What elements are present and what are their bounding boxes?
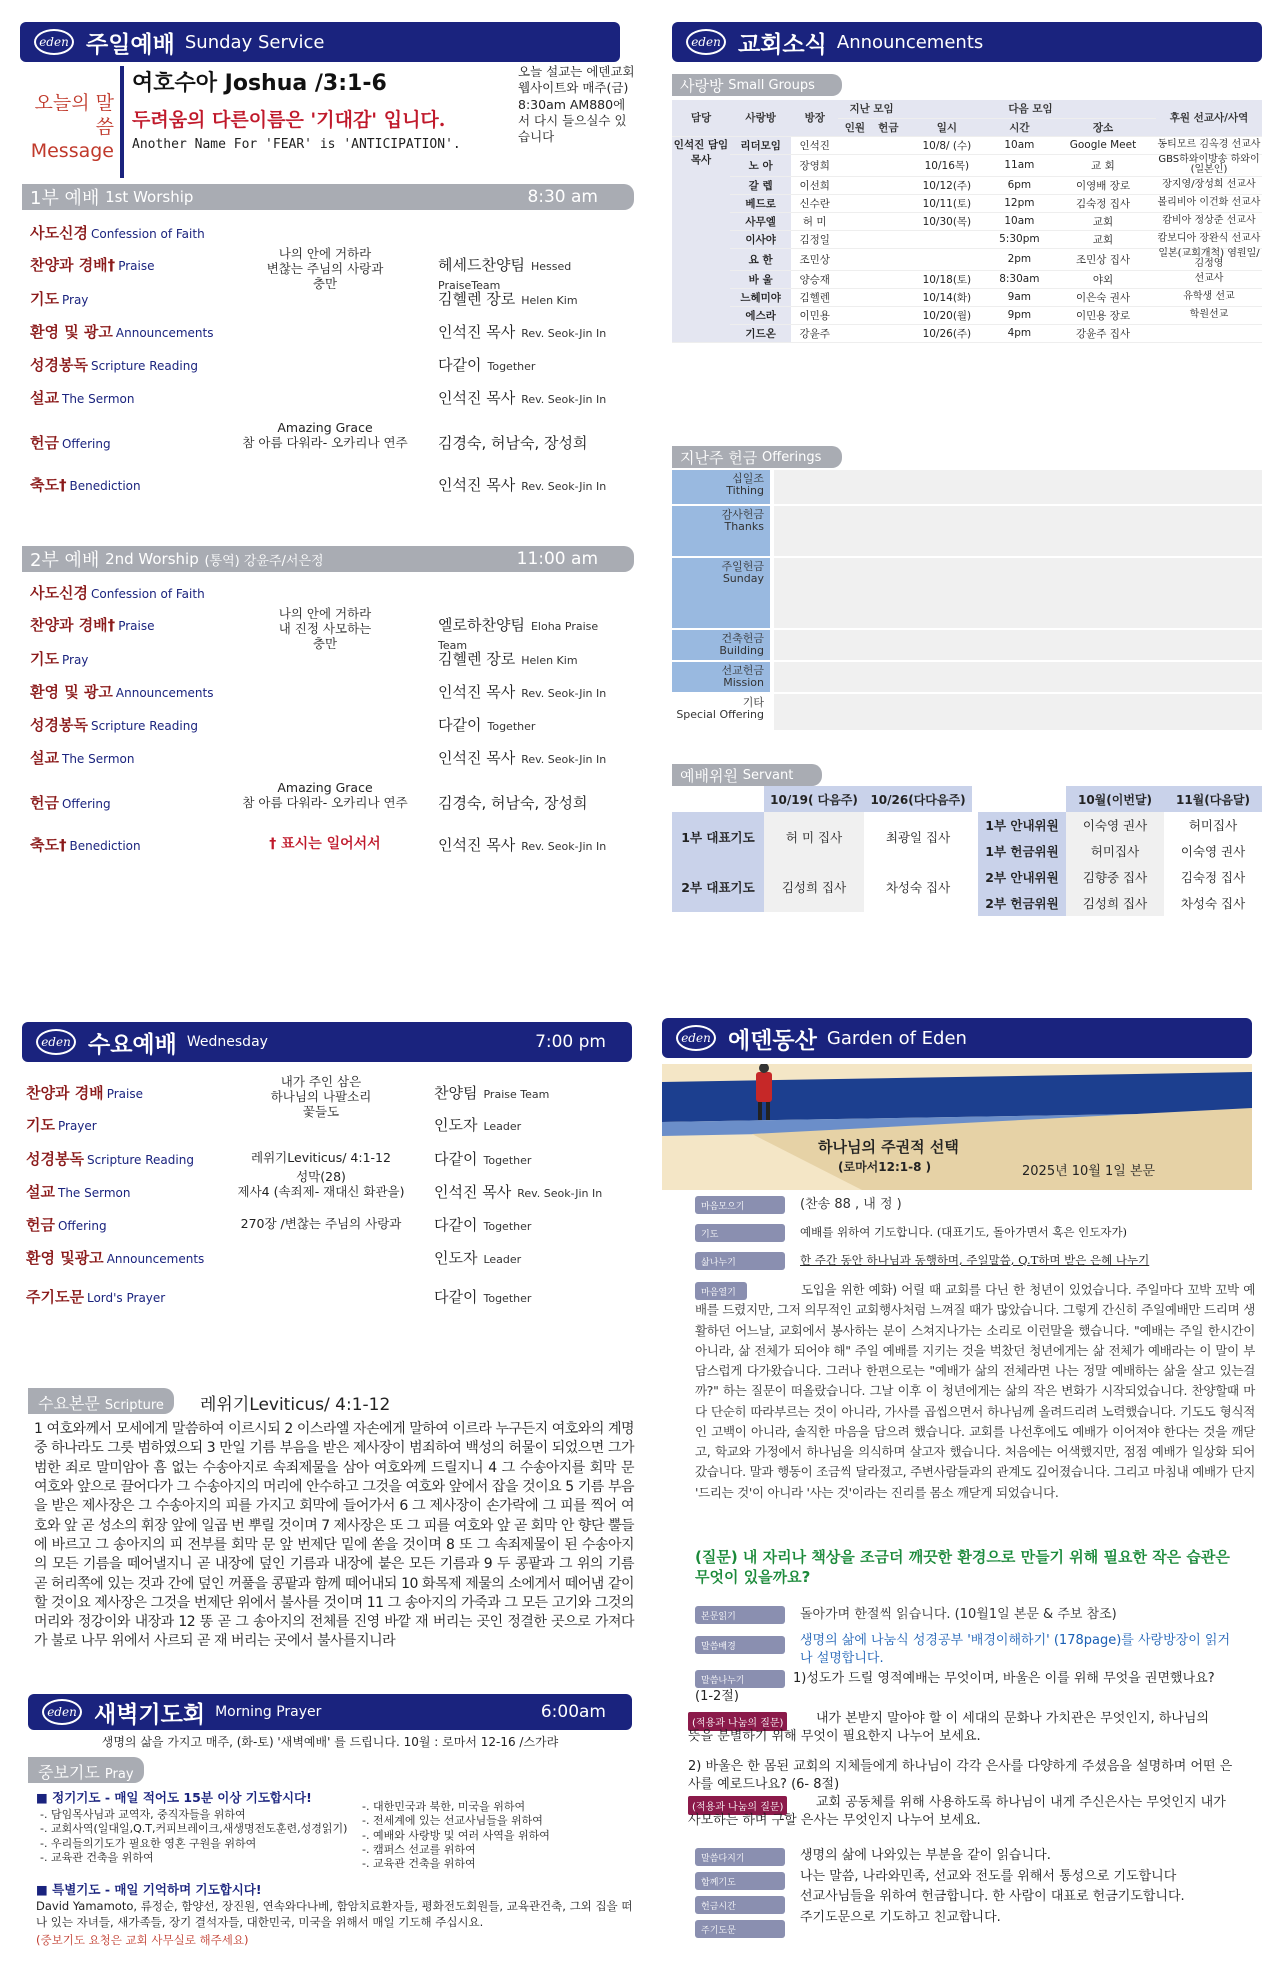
servant-bar: 예배위원 Servant (672, 764, 822, 786)
scripture-ref: 여호수아 Joshua /3:1-6 (132, 71, 387, 96)
order-row (30, 644, 630, 674)
order-row (30, 710, 630, 740)
order-detail: 나의 안에 거하라 변찮는 주님의 사랑과 충만 (266, 246, 384, 291)
wed-scripture-ref: 레위기Leviticus/ 4:1-12 (200, 1395, 391, 1415)
eden-logo: eden (686, 29, 726, 55)
smallgroup-row: 갈 렙 이선희 10/12(주) 6pm 이영배 장로 장지영/장성희 선교사 (672, 176, 1262, 194)
offering-amount (774, 630, 1262, 660)
order-label: 기도 Prayer (26, 1116, 97, 1134)
smallgroup-row: 바 울 양승재 10/18(토) 8:30am 야외 선교사 (672, 270, 1262, 288)
order-label: 헌금 Offering (30, 434, 111, 452)
closing-step: 생명의 삶에 나와있는 부분을 같이 읽습니다. (800, 1848, 1051, 1863)
special-prayer-note: (중보기도 요청은 교회 사무실로 해주세요) (36, 1933, 249, 1947)
order-label: 축도† Benediction (30, 476, 141, 494)
dawn-time: 6:00am (540, 1702, 606, 1722)
order-leader: 헤세드찬양팀 Hessed PraiseTeam (438, 256, 572, 292)
order-row (26, 1110, 626, 1140)
step-open-heart: 마음열기 (695, 1282, 747, 1300)
apply-tag-2: (적용과 나눔의 질문) (688, 1796, 787, 1815)
order-label: 환영 및광고 Announcements (26, 1249, 205, 1267)
smallgroup-row: 요 한 조민상 2pm 조민상 집사 일본(교회개척) 염원일/김정영 (672, 248, 1262, 270)
order-label: 찬양과 경배† Praise (30, 616, 155, 634)
prayer-item: -. 대한민국과 북한, 미국을 위하여 (362, 1800, 526, 1813)
closing-step: 선교사님들을 위하여 헌금합니다. 한 사람이 대표로 헌금기도합니다. (800, 1889, 1185, 1905)
order-leader: 인석진 목사 Rev. Seok-Jin In (434, 1183, 603, 1201)
order-row (30, 780, 630, 818)
step-discuss: 말씀나누기 (695, 1670, 785, 1688)
order-leader: 인도자 Leader (434, 1249, 522, 1267)
order-label: 기도 Pray (30, 290, 89, 308)
order-row (30, 284, 630, 314)
order-row (26, 1243, 626, 1273)
offering-row (672, 662, 1262, 694)
question-2: 2) 바울은 한 몸된 교회의 지체들에게 하나님이 각각 은사를 다양하게 주셨음을 설명하며 어떤 은사를 예로드나요? (6- 8절) (688, 1759, 1233, 1793)
order-row (30, 317, 630, 347)
order-row (30, 383, 630, 413)
regular-prayer-title: ■ 정기기도 - 매일 적어도 15분 이상 기도합시다! (36, 1790, 312, 1805)
garden-title-en: Garden of Eden (826, 1027, 967, 1049)
prayer-item: -. 우리들의기도가 필요한 영혼 구원을 위하여 (40, 1836, 257, 1850)
banner-date: 2025년 10월 1일 본문 (1022, 1164, 1156, 1179)
banner-title: 하나님의 주권적 선택 (818, 1138, 959, 1156)
order-row (30, 218, 630, 248)
order-leader: 인석진 목사 Rev. Seok-Jin In (438, 683, 607, 701)
order-leader: 다같이 Together (438, 356, 536, 374)
closing-step: 주기도문으로 기도하고 친교합니다. (800, 1909, 1001, 1925)
offering-amount (774, 558, 1262, 628)
offering-row (672, 694, 1262, 732)
hymn: (찬송 88 , 내 정 ) (800, 1197, 902, 1212)
background-note: 생명의 삶에 나눔식 성경공부 '배경이해하기' (178page)를 사랑방장이 읽거나 설명합니다. (800, 1633, 1231, 1667)
offering-label: 건축헌금 Building (672, 630, 770, 660)
regular-prayer-left (40, 1808, 360, 1865)
closing-steps (800, 1846, 1185, 1928)
regular-prayer-right (362, 1800, 632, 1871)
offerings-bar: 지난주 헌금 Offerings (672, 446, 842, 468)
order-label: 환영 및 광고 Announcements (30, 683, 214, 701)
offering-amount (774, 470, 1262, 504)
prayer-item: -. 교육관 건축을 위하여 (362, 1857, 476, 1871)
order-detail: Amazing Grace 참 아름 다워라- 오카리나 연주 (242, 420, 408, 450)
order-label: 환영 및 광고 Announcements (30, 323, 214, 341)
order-label: 헌금 Offering (30, 794, 111, 812)
order-row (30, 350, 630, 380)
wed-scripture-text: 1 여호와께서 모세에게 말씀하여 이르시되 2 이스라엘 자손에게 말하여 이르라 누구든지 여호와의 계명 중 하나라도 그릇 범하였으되 3 만일 기름 부음을 받은 제사장이 범죄하여 백성의 허물이 되었으면 그가 범한 죄로 말미암아 흠 없는 수송아지로 속죄제물을 삼아 여호와께 드릴지니 4 그 수송아지를 회막 문 여호와 앞으로 끌어다가 그 수송아지의 머리에 안수하고 그것을 여호와 앞에서 잡을 것이요 5 기름 부음을 받은 제사장은 그 수송아지의 피를 가지고 회막에 들어가서 6 그 제사장이 손가락에 그 피를 찍어 여호와 앞 곧 성소의 휘장 앞에 일곱 번 뿌릴 것이며 7 제사장은 또 그 피를 여호와 앞 곧 회막 안 향단 뿔들에 바르고 그 송아지의 피 전부를 회막 문 앞 번제단 밑에 쏟을 것이며 8 또 그 속죄제물이 된 수송아지의 모든 기름을 떼어낼지니 곧 내장에 덮인 기름과 내장에 붙은 모든 기름과 9 두 콩팥과 그 위의 기름 곧 허리쪽에 있는 것과 간에 덮인 꺼풀을 콩팥과 함께 떼어내되 10 화목제 제물의 소에게서 떼어냄 같이 할 것이요 제사장은 그것을 번제단 위에서 불사를 것이며 11 그 송아지의 가죽과 그 모든 고기와 그것의 머리와 정강이와 내장과 12 똥 곧 그 송아지의 전체를 진영 바깥 재 버리는 곳인 정결한 곳으로 가져다가 불로 나무 위에서 사르되 곧 재 버리는 곳에서 불사를지니라 (34, 1421, 634, 1650)
order-leader: 다같이 Together (434, 1150, 532, 1168)
intro-story: 도입을 위한 예화) 어릴 때 교회를 다닌 한 청년이 있었습니다. 주일마다 꼬박 꼬박 예배를 드렸지만, 그저 의무적인 교회행사처럼 느껴질 때가 많았습니다. 그렇게 간신히 주일예배만 드리며 생활하던 어느날, 교회에서 봉사하는 분이 스쳐지나가는 소리로 이런말을 했습니다. "예배는 주일 한시간이 아니라, 삶 전체가 되어야 해" 주일 예배를 지키는 것을 벅찼던 청년에게는 삶 전체가 예배라는 이 말이 부담스럽게 다가왔습니다. 그러나 한편으로는 "예배가 삶의 전체라면 나는 정말 예배하는 삶을 살고 있는걸까?" 하는 질문이 떠올랐습니다. 그날 이후 이 청년에게는 삶의 작은 변화가 시작되었습니다. 찬양할때 마다 단순히 따라부르는 것이 아니라, 가사를 곱씹으면서 하나님께 올려드리려 노력했습니다. 기도도 형식적인 고백이 아니라, 솔직한 마음을 담으려 했습니다. 교회를 나선후에도 예배가 이어져야 한다는 것을 깨닫고, 학교와 가정에서 하나님을 의식하며 살고자 했습니다. 처음에는 어색했지만, 점점 예배가 일상화 되어 갔습니다. 말과 행동이 조금씩 달라졌고, 주변사람들과의 관계도 깊어졌습니다. 그리고 마침내 예배가 단지 '드리는 것'이 아니라 '사는 것'이라는 진리를 몸소 깨닫게 되었습니다. (695, 1282, 1255, 1500)
prayer-item: -. 교회사역(일대일,Q.T,커피브레이크,새생명전도훈련,성경읽기) (40, 1822, 348, 1836)
order-label: 설교 The Sermon (30, 389, 135, 407)
sunday-header (20, 22, 620, 62)
step-read: 본문읽기 (695, 1606, 785, 1624)
order-leader: 김경숙, 허남숙, 장성희 (438, 434, 588, 452)
step-background: 말씀배경 (695, 1636, 785, 1654)
order-leader: 엘로하찬양팀 Eloha Praise Team (438, 616, 599, 652)
step-pray-together: 함께기도 (695, 1872, 785, 1890)
read-note: 돌아가며 한절씩 읽습니다. (10월1일 본문 & 주보 참조) (800, 1607, 1117, 1622)
apply-tag-1: (적용과 나눔의 질문) (688, 1712, 787, 1731)
smallgroup-row: 에스라 이민용 10/20(월) 9pm 이민용 장로 학원선교 (672, 306, 1262, 324)
prayer-item: -. 담임목사님과 교역자, 중직자들을 위하여 (40, 1808, 246, 1821)
servant-row: 1부 헌금위원 허미집사 이숙영 권사 (978, 838, 1262, 864)
announce-title-en: Announcements (836, 31, 984, 53)
prayer-note: 예배를 위하여 기도합니다. (대표기도, 돌아가면서 혹은 인도자가) (800, 1225, 1128, 1239)
message-label: 오늘의 말씀 Message (30, 92, 114, 162)
order-leader: 인석진 목사 Rev. Seok-Jin In (438, 749, 607, 767)
prayer-item: -. 캠퍼스 선교를 위하여 (362, 1842, 476, 1856)
replay-note: 오늘 설교는 에덴교회 웹사이트와 매주(금) 8:30am AM880에서 다시 들으실수 있습니다 (518, 64, 635, 144)
order-row (26, 1169, 626, 1207)
message-box (120, 66, 512, 178)
order-leader: 인석진 목사 Rev. Seok-Jin In (438, 476, 607, 494)
smallgroup-row: 기드온 강윤주 10/26(주) 4pm 강윤주 집사 (672, 324, 1262, 342)
wed-title: 수요예배 (88, 1031, 177, 1058)
smallgroup-row: 이사야 김정일 5:30pm 교회 캄보디아 장완식 선교사 (672, 230, 1262, 248)
order-row (26, 1282, 626, 1312)
order-leader: 김헬렌 장로 Helen Kim (438, 290, 578, 308)
order-row (30, 578, 630, 608)
question-1: 1)성도가 드릴 영적예배는 무엇이며, 바울은 이를 위해 무엇을 권면했나요? (1-2절) (695, 1671, 1215, 1705)
order-label: 성경봉독 Scripture Reading (26, 1150, 194, 1168)
offering-amount (774, 694, 1262, 730)
order-row (30, 470, 630, 500)
order-leader: 다같이 Together (434, 1288, 532, 1306)
announce-header (672, 22, 1262, 62)
order-detail: 내가 주인 삼은 하나님의 나팔소리 꽃들도 (270, 1074, 372, 1119)
wed-header (22, 1022, 632, 1062)
wed-time: 7:00 pm (535, 1032, 606, 1052)
person-figure (756, 1072, 772, 1102)
order-leader: 김헬렌 장로 Helen Kim (438, 650, 578, 668)
icebreaker-question: (질문) 내 자리나 책상을 조금더 깨끗한 환경으로 만들기 위해 필요한 작은 습관은 무엇이 있을까요? (695, 1548, 1230, 1586)
closing-step: 나는 말씀, 나라와민족, 선교와 전도를 위해서 통성으로 기도합니다 (800, 1868, 1177, 1884)
dawn-header (28, 1694, 632, 1730)
order-detail: Amazing Grace 참 아름 다워라- 오카리나 연주 (242, 780, 408, 810)
smallgroup-row: 베드로 신수란 10/11(토) 12pm 김숙정 집사 볼리비아 이건화 선교사 (672, 194, 1262, 212)
offering-label: 감사헌금 Thanks (672, 506, 770, 556)
eden-logo: eden (42, 1699, 82, 1725)
order-leader: 인석진 목사 Rev. Seok-Jin In (438, 836, 607, 854)
smallgroup-row: 인석진 담임목사 리더모임 인석진 10/8/ (수) 10am Google Meet 동티모르 김옥경 선교사 (672, 136, 1262, 154)
offering-row (672, 630, 1262, 662)
beach-illustration (662, 1064, 1252, 1190)
eden-logo: eden (36, 1029, 76, 1055)
order-row (30, 677, 630, 707)
order-row (30, 420, 630, 458)
sermon-title: 두려움의 다른이름은 '기대감' 입니다. (132, 109, 446, 131)
order-row (30, 246, 630, 292)
dawn-title: 새벽기도회 (94, 1701, 206, 1728)
prayer-item: -. 교육관 건축을 위하여 (40, 1850, 154, 1864)
offering-row (672, 558, 1262, 630)
order-detail: † 표시는 일어서서 (269, 836, 381, 852)
order-detail: 270장 /변찮는 주님의 사랑과 (240, 1216, 402, 1231)
offering-label: 주일헌금 Sunday (672, 558, 770, 628)
offering-label: 십일조 Tithing (672, 470, 770, 504)
offering-amount (774, 662, 1262, 692)
worship2-bar: 2부 예배 2nd Worship (통역) 강윤주/서은정 11:00 am (22, 546, 634, 572)
order-label: 성경봉독 Scripture Reading (30, 716, 198, 734)
order-leader: 다같이 Together (438, 716, 536, 734)
order-label: 헌금 Offering (26, 1216, 107, 1234)
order-leader: 다같이 Together (434, 1216, 532, 1234)
order-label: 성경봉독 Scripture Reading (30, 356, 198, 374)
order-leader: 인도자 Leader (434, 1116, 522, 1134)
garden-title: 에덴동산 (728, 1027, 817, 1054)
sunday-title-en: Sunday Service (184, 31, 325, 53)
wed-title-en: Wednesday (186, 1034, 268, 1050)
step-lords-prayer: 주기도문 (695, 1920, 785, 1938)
intercession-label: 중보기도 Pray (28, 1757, 144, 1783)
smallgroup-row: 사무엘 허 미 10/30(목) 10am 교회 캄비아 정상준 선교사 (672, 212, 1262, 230)
special-prayer-text: David Yamamoto, 류정순, 함양선, 장진원, 연속와다나베, 함암치료환자들, 평화전도회원들, 교육관건축, 그외 집을 떠나 있는 자녀들, 새가족들, 장기 결석자들, 대한민국, 미국을 위해서 매일 기도해 주십시요. (36, 1899, 633, 1930)
offering-amount (774, 506, 1262, 556)
servant-table-left: 10/19( 다음주) 10/26(다다음주) 1부 대표기도 허 미 집사 최광일 집사 2부 대표기도 김성희 집사 차성숙 집사 (672, 786, 972, 912)
smallgroups-table: 담당 사랑방 방장 지난 모임 다음 모임 후원 선교사/사역 인원 헌금 일시 시간 장소 인석진 담임목사 리더모임 인석진 10/8/ (수) 10am Google Meet 동티모르 김옥경 선교사 노 아 장영희 10/16목) 11am 교 회 GBS하와이방송 하와이(일본인) 갈 렙 이선희 10/12(주) 6pm 이영배 장로 장지영/장성희 선교사 베드로 신수란 10/11(토) 12pm 김숙정 집사 볼리비아 이건화 선교사 사무엘 허 미 10/30(목) 10am 교회 캄비아 정상준 선교사 이사야 김정일 5:30pm 교회 캄보디아 장완식 선교사 요 한 조민상 2pm 조민상 집사 일본(교회개척) 염원일/김정영 바 울 양승재 10/18(토) 8:30am 야외 선교사 느헤미야 김헬렌 10/14(화) 9am 이은숙 권사 유학생 선교 에스라 이민용 10/20(월) 9pm 이민용 장로 학원선교 기드온 강윤주 10/26(주) 4pm 강윤주 집사 (672, 100, 1262, 343)
order-detail: 성막(28) 제사4 (속죄제- 재대신 화관을) (237, 1169, 405, 1199)
dawn-desc: 생명의 삶을 가지고 매주, (화-토) '새벽예배' 를 드립니다. 10월 : 로마서 12-16 /스가랴 (101, 1735, 559, 1749)
order-leader: 김경숙, 허남숙, 장성희 (438, 794, 588, 812)
order-row (30, 606, 630, 652)
eden-logo: eden (34, 29, 74, 55)
order-label: 사도신경 Confession of Faith (30, 584, 205, 602)
smallgroup-row: 노 아 장영희 10/16목) 11am 교 회 GBS하와이방송 하와이(일본인) (672, 154, 1262, 176)
order-row (26, 1074, 626, 1119)
order-leader: 인석진 목사 Rev. Seok-Jin In (438, 389, 607, 407)
garden-banner (662, 1064, 1252, 1190)
prayer-item: -. 전세계에 있는 선교사님들을 위하여 (362, 1814, 543, 1828)
wed-scripture-label: 수요본문 Scripture (28, 1388, 174, 1414)
order-detail: 나의 안에 거하라 내 진정 사모하는 충만 (278, 606, 372, 651)
order-row (26, 1210, 626, 1240)
smallgroup-row: 느헤미야 김헬렌 10/14(화) 9am 이은숙 권사 유학생 선교 (672, 288, 1262, 306)
garden-header (662, 1018, 1252, 1058)
order-row (30, 743, 630, 773)
apply-2: 교회 공동체를 위해 사용하도록 하나님이 내게 주신은사는 무엇인지 내가 사모하는 하며 구할 은사는 무엇인지 나누어 보세요. (688, 1795, 1226, 1829)
servant-row: 2부 헌금위원 김성희 집사 차성숙 집사 (978, 890, 1262, 916)
order-label: 찬양과 경배† Praise (30, 256, 155, 274)
step-gather: 마음모으기 (695, 1196, 785, 1214)
offering-row (672, 506, 1262, 558)
order-label: 축도† Benediction (30, 836, 141, 854)
step-share: 삶나누기 (695, 1252, 785, 1270)
offering-label: 선교헌금 Mission (672, 662, 770, 692)
step-prayer: 기도 (695, 1224, 785, 1242)
apply-1: 내가 본받지 말아야 할 이 세대의 문화나 가치관은 무엇인지, 하나님의 뜻을 분별하기 위해 무엇이 필요한지 나누어 보세요. (688, 1711, 1209, 1745)
eden-logo: eden (676, 1025, 716, 1051)
dawn-title-en: Morning Prayer (215, 1704, 322, 1720)
step-reinforce: 말씀다지기 (695, 1848, 785, 1866)
order-leader: 인석진 목사 Rev. Seok-Jin In (438, 323, 607, 341)
order-label: 기도 Pray (30, 650, 89, 668)
banner-ref: (로마서12:1-8 ) (838, 1160, 932, 1174)
sunday-title: 주일예배 (86, 31, 175, 58)
servant-row: 2부 안내위원 김향중 집사 김숙정 집사 (978, 864, 1262, 890)
order-label: 설교 The Sermon (26, 1183, 131, 1201)
share-note: 한 주간 동안 하나님과 동행하며, 주일말씀, Q.T하며 받은 은혜 나누기 (800, 1253, 1150, 1267)
order-leader: 찬양팀 Praise Team (434, 1084, 550, 1102)
order-label: 찬양과 경배 Praise (26, 1084, 143, 1102)
special-prayer-title: ■ 특별기도 - 매일 기억하며 기도합시다! (36, 1882, 262, 1897)
offering-row (672, 470, 1262, 506)
worship1-bar: 1부 예배 1st Worship 8:30 am (22, 184, 634, 210)
order-label: 주기도문 Lord's Prayer (26, 1288, 166, 1306)
sermon-subtitle: Another Name For 'FEAR' is 'ANTICIPATION'. (132, 137, 461, 152)
servant-row: 1부 안내위원 이숙영 권사 허미집사 (978, 812, 1262, 838)
offering-label: 기타 Special Offering (672, 694, 770, 730)
step-offering: 헌금시간 (695, 1896, 785, 1914)
prayer-item: -. 예배와 사랑방 및 여러 사역을 위하여 (362, 1828, 550, 1842)
order-label: 사도신경 Confession of Faith (30, 224, 205, 242)
order-label: 설교 The Sermon (30, 749, 135, 767)
servant-table-right: 10월(이번달) 11월(다음달) 1부 안내위원 이숙영 권사 허미집사 1부 헌금위원 허미집사 이숙영 권사 2부 안내위원 김향중 집사 김숙정 집사 2부 헌금위원 김성희 집사 차성숙 집사 (978, 786, 1262, 916)
smallgroups-bar: 사랑방 Small Groups (672, 74, 842, 96)
order-detail: 레위기Leviticus/ 4:1-12 (251, 1150, 391, 1165)
announce-title: 교회소식 (738, 31, 827, 58)
order-row (30, 830, 630, 860)
